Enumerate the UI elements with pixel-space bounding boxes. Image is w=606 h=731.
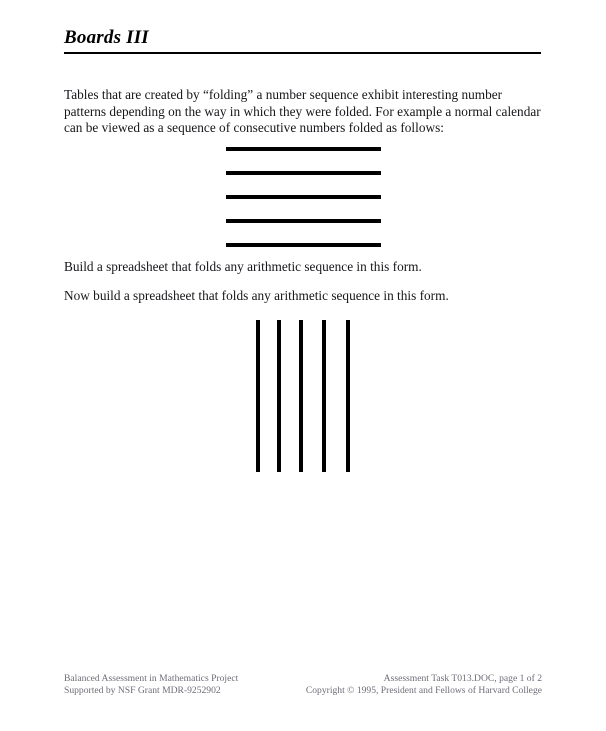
page-title: Boards III xyxy=(64,27,149,48)
footer-right-block xyxy=(306,673,542,696)
horizontal-bar xyxy=(226,243,381,247)
footer-grant-info: Supported by NSF Grant MDR-9252902 xyxy=(64,684,221,696)
vertical-fold-diagram xyxy=(256,320,350,472)
footer-copyright: Copyright © 1995, President and Fellows of Harvard College xyxy=(305,684,542,696)
vertical-bar xyxy=(322,320,326,472)
horizontal-fold-diagram xyxy=(226,147,381,247)
vertical-bar xyxy=(299,320,303,472)
vertical-bar xyxy=(277,320,281,472)
task-prompt-one: Build a spreadsheet that folds any arithmetic sequence in this form. xyxy=(64,259,422,274)
vertical-bar xyxy=(346,320,350,472)
document-header xyxy=(64,26,540,50)
footer-task-id: Assessment Task T013.DOC, page 1 of 2 xyxy=(383,673,542,684)
vertical-bar xyxy=(256,320,260,472)
horizontal-bar xyxy=(226,219,381,223)
horizontal-bar xyxy=(226,195,381,199)
task-prompt-two: Now build a spreadsheet that folds any arithmetic sequence in this form. xyxy=(64,288,449,303)
intro-paragraph: Tables that are created by “folding” a number sequence exhibit interesting number patterns depending on the way in which they were folded. For example a normal calendar can be viewed as a sequence of consecutive numbers folded as follows: xyxy=(64,87,541,136)
horizontal-bar xyxy=(226,147,381,151)
footer-project-name: Balanced Assessment in Mathematics Project xyxy=(64,673,239,684)
intro-text-block xyxy=(64,87,542,137)
horizontal-bar xyxy=(226,171,381,175)
footer-left-block xyxy=(64,673,238,696)
page-footer xyxy=(64,673,542,696)
title-underline-rule xyxy=(64,52,541,54)
